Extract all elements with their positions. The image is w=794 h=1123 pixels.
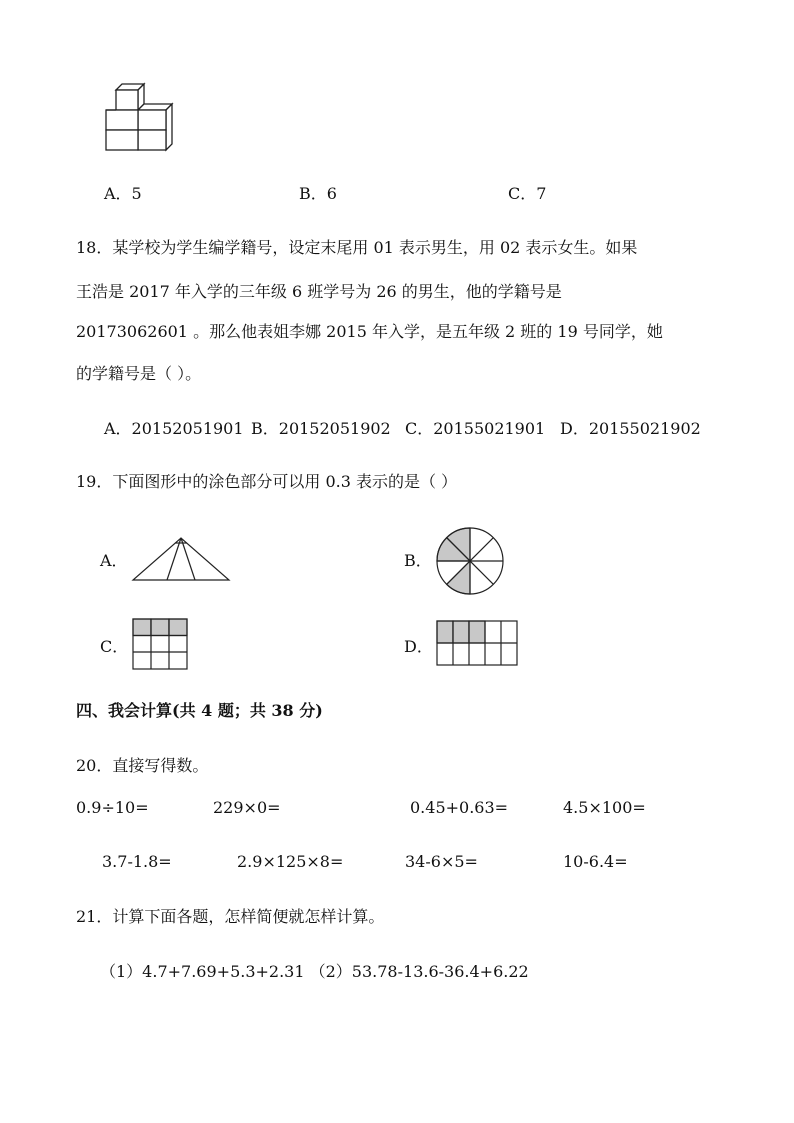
question-21: 21．计算下面各题，怎样简便就怎样计算。 bbox=[76, 907, 385, 926]
option-c: C．20155021901 bbox=[405, 419, 546, 438]
question-20: 20．直接写得数。 bbox=[76, 756, 209, 775]
calc-item: 4.5×100= bbox=[563, 798, 646, 817]
question-18-line-4: 的学籍号是（ ）。 bbox=[76, 364, 202, 383]
triangle-divided-icon bbox=[131, 536, 231, 582]
option-d: D． bbox=[404, 637, 433, 656]
question-18-line-3: 20173062601 。那么他表姐李娜 2015 年入学，是五年级 2 班的 19 号同学，她 bbox=[76, 322, 663, 341]
calc-item: 229×0= bbox=[213, 798, 281, 817]
calc-item: 3.7-1.8= bbox=[102, 852, 172, 871]
question-18-line-2: 王浩是 2017 年入学的三年级 6 班学号为 26 的男生，他的学籍号是 bbox=[76, 282, 562, 301]
option-a: A． bbox=[100, 551, 128, 570]
circle-eighths-icon bbox=[435, 526, 505, 596]
calc-items: （1）4.7+7.69+5.3+2.31 （2）53.78-13.6-36.4+6.22 bbox=[100, 962, 529, 981]
option-c: C．7 bbox=[508, 184, 547, 203]
option-a: A．5 bbox=[104, 184, 142, 203]
calc-item: 34-6×5= bbox=[405, 852, 478, 871]
option-d: D．20155021902 bbox=[560, 419, 701, 438]
question-19: 19．下面图形中的涂色部分可以用 0.3 表示的是（ ） bbox=[76, 472, 458, 491]
calc-item: 10-6.4= bbox=[563, 852, 628, 871]
option-b: B．6 bbox=[299, 184, 337, 203]
section-title: 四、我会计算(共 4 题；共 38 分) bbox=[76, 701, 323, 720]
option-a: A．20152051901 bbox=[104, 419, 244, 438]
grid-5x2-icon bbox=[436, 620, 518, 666]
grid-3x3-icon bbox=[132, 618, 188, 670]
calc-item: 0.9÷10= bbox=[76, 798, 149, 817]
stacked-cubes-icon bbox=[104, 83, 180, 153]
calc-item: 2.9×125×8= bbox=[237, 852, 344, 871]
option-b: B． bbox=[404, 551, 432, 570]
question-18-line-1: 18．某学校为学生编学籍号，设定末尾用 01 表示男生，用 02 表示女生。如果 bbox=[76, 238, 638, 257]
option-c: C． bbox=[100, 637, 129, 656]
option-b: B．20152051902 bbox=[251, 419, 391, 438]
calc-item: 0.45+0.63= bbox=[410, 798, 509, 817]
